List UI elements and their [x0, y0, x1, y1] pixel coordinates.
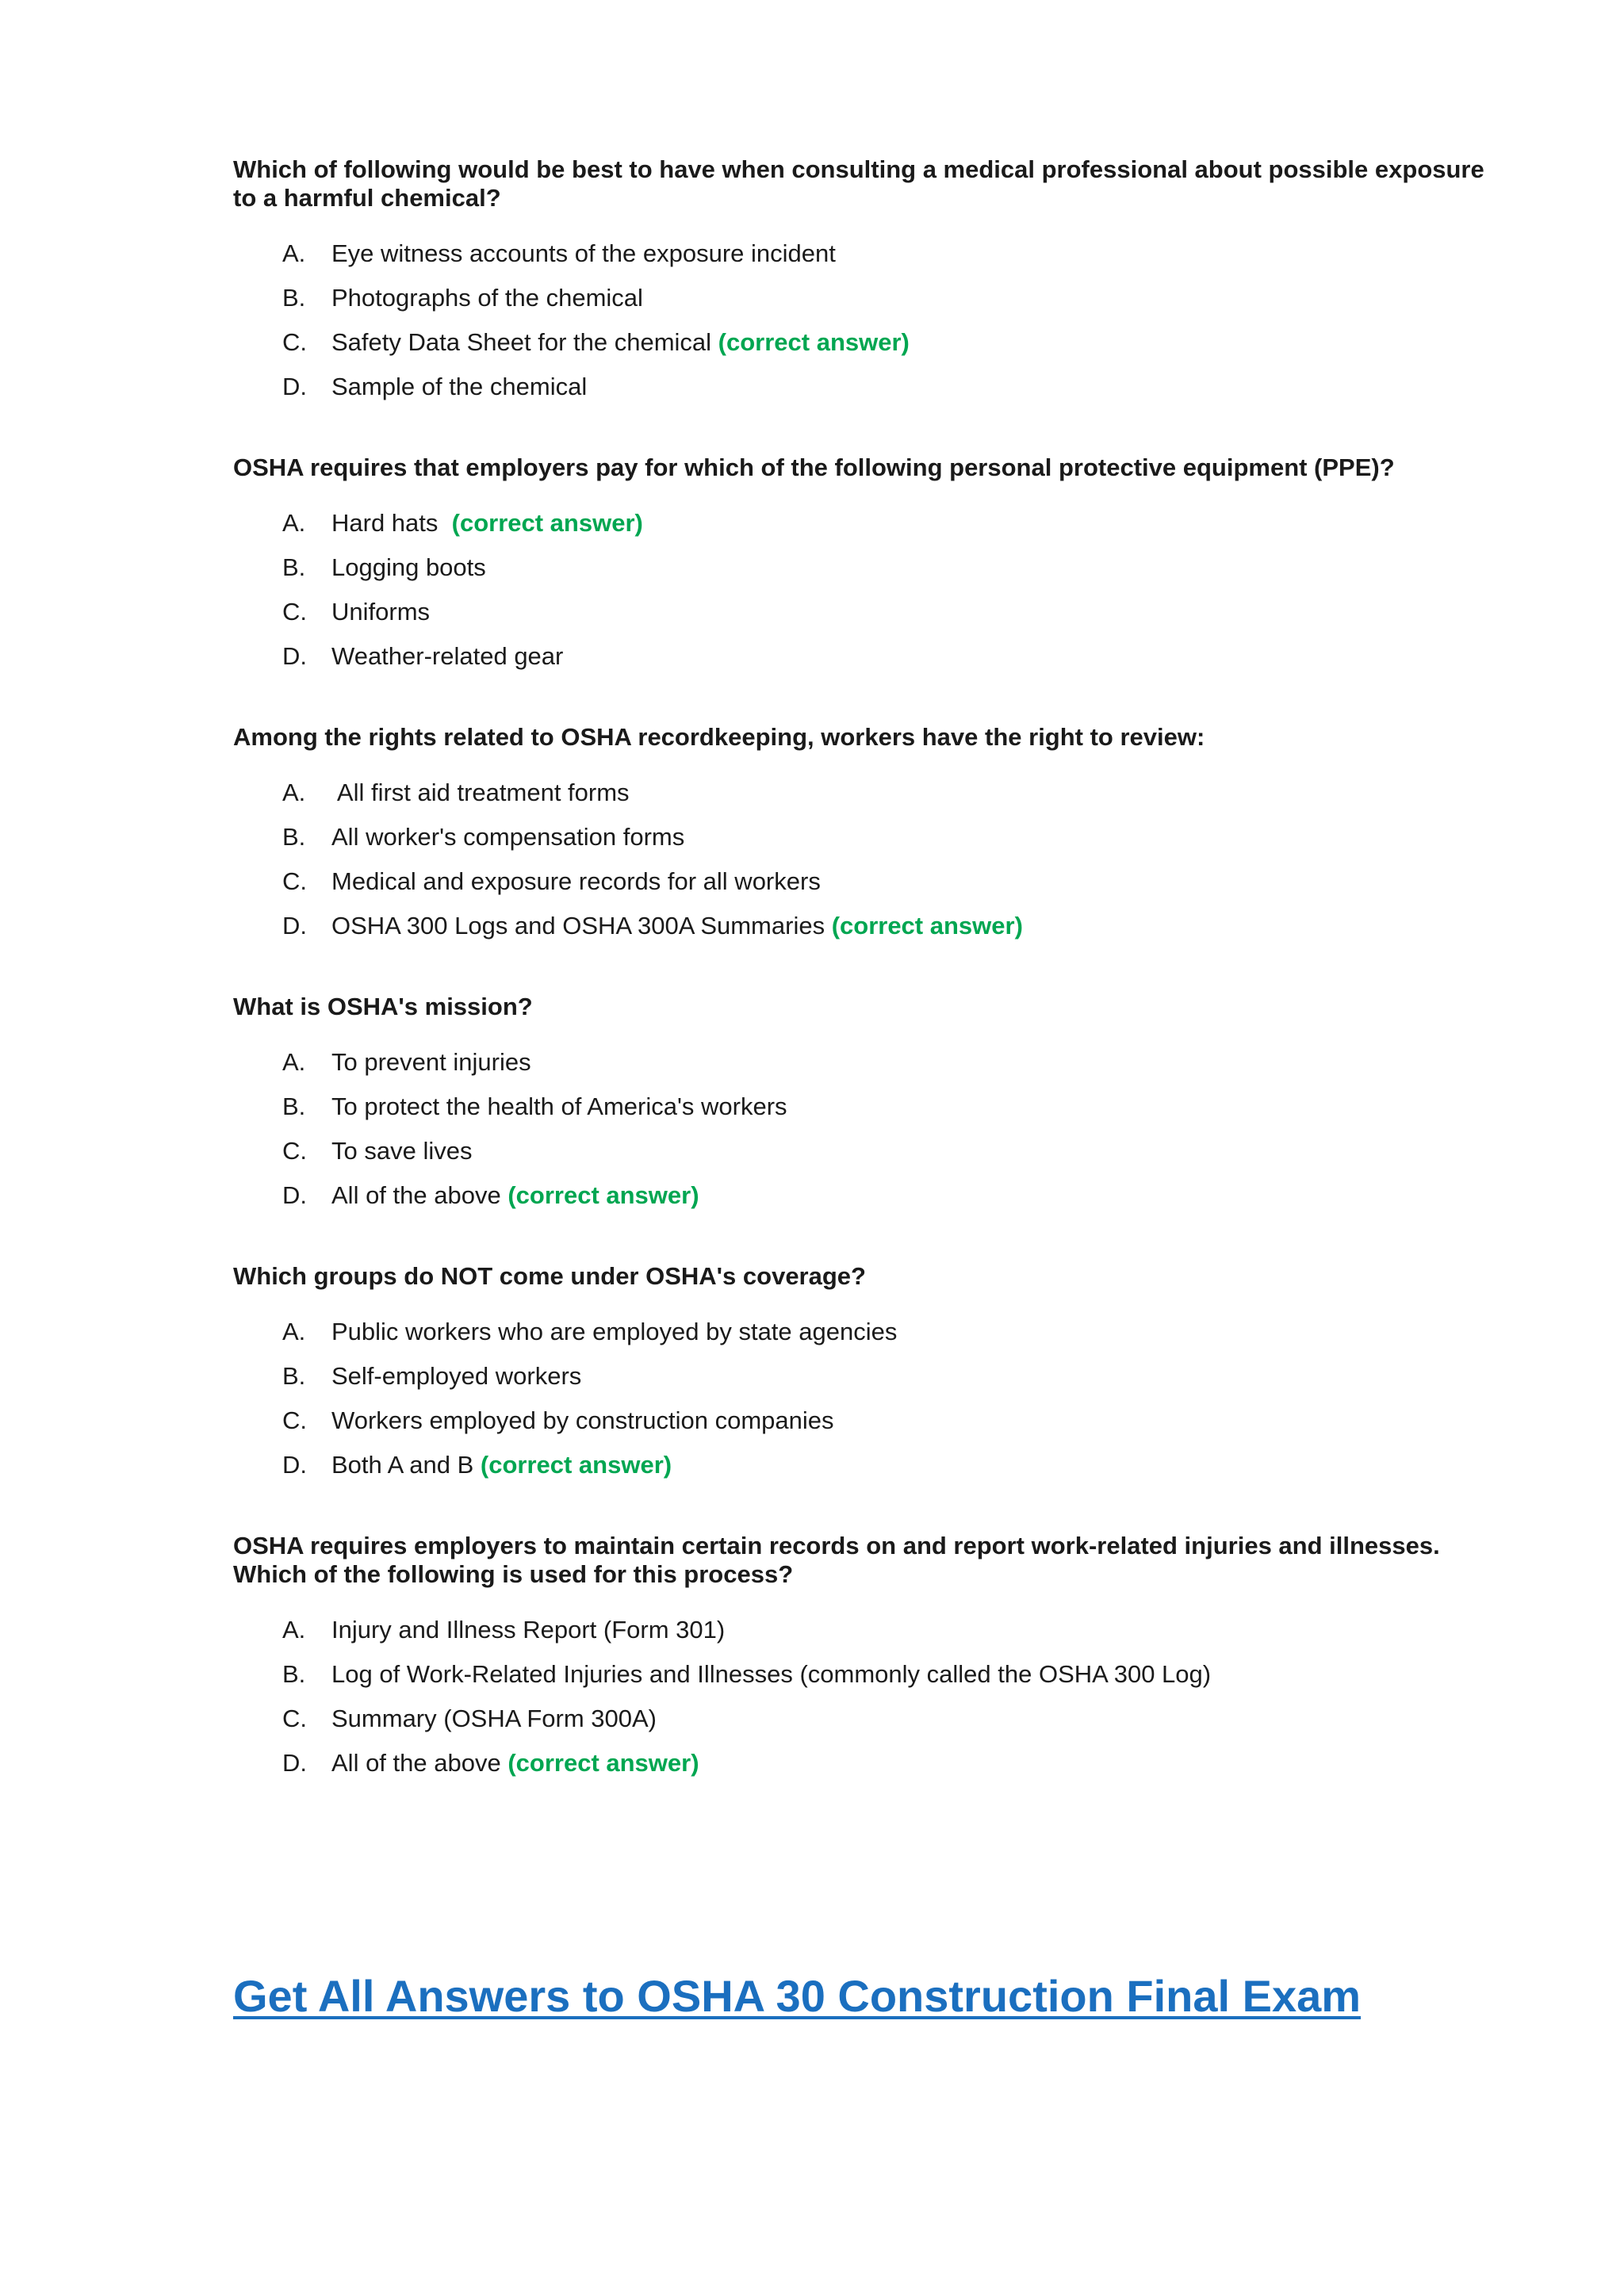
- option-text: Logging boots: [331, 553, 486, 581]
- question-text: OSHA requires that employers pay for which of the following personal protective equipment (PPE)?: [233, 453, 1395, 481]
- option-text: Both A and B: [331, 1451, 481, 1479]
- option-letter: D.: [282, 642, 307, 670]
- option-letter: D.: [282, 1181, 307, 1209]
- option-letter: C.: [282, 1406, 307, 1434]
- option-text: Summary (OSHA Form 300A): [331, 1705, 657, 1732]
- answer-option: [282, 1705, 1502, 1733]
- get-all-answers-link[interactable]: Get All Answers to OSHA 30 Construction Final Exam: [233, 1971, 1362, 2021]
- option-text: Medical and exposure records for all workers: [331, 867, 821, 895]
- option-letter: A.: [282, 239, 306, 267]
- question-text: Which groups do NOT come under OSHA's coverage?: [233, 1262, 866, 1290]
- question-block: [233, 155, 1502, 401]
- option-letter: D.: [282, 373, 307, 400]
- answer-options: [233, 1616, 1502, 1777]
- option-letter: A.: [282, 779, 306, 806]
- option-text: All of the above: [331, 1181, 508, 1209]
- answer-option: [282, 1137, 1502, 1165]
- answer-option: [282, 1181, 1502, 1210]
- option-text: Eye witness accounts of the exposure incident: [331, 239, 836, 267]
- correct-answer-mark: (correct answer): [718, 328, 910, 356]
- answer-option: [282, 823, 1502, 851]
- option-letter: B.: [282, 1660, 306, 1688]
- answer-option: [282, 239, 1502, 268]
- question-block: [233, 1262, 1502, 1479]
- answer-option: [282, 373, 1502, 401]
- answer-option: [282, 1318, 1502, 1346]
- option-letter: C.: [282, 867, 307, 895]
- option-text: To protect the health of America's workers: [331, 1093, 787, 1120]
- answer-option: [282, 553, 1502, 582]
- option-text: Photographs of the chemical: [331, 284, 643, 312]
- option-text: Safety Data Sheet for the chemical: [331, 328, 718, 356]
- question-text: OSHA requires employers to maintain certain records on and report work-related injuries and illnesses. Which of the following is used for this process?: [233, 1532, 1440, 1588]
- answer-options: [233, 509, 1502, 671]
- answer-option: [282, 642, 1502, 671]
- answer-option: [282, 1093, 1502, 1121]
- question-block: [233, 993, 1502, 1210]
- correct-answer-mark: (correct answer): [831, 912, 1023, 939]
- option-text: Public workers who are employed by state agencies: [331, 1318, 898, 1345]
- option-text: Injury and Illness Report (Form 301): [331, 1616, 726, 1644]
- question-block: [233, 1532, 1502, 1777]
- answer-option: [282, 1749, 1502, 1777]
- option-letter: B.: [282, 1362, 306, 1390]
- option-letter: B.: [282, 553, 306, 581]
- option-text: All first aid treatment forms: [331, 779, 630, 806]
- option-text: Log of Work-Related Injuries and Illnesses (commonly called the OSHA 300 Log): [331, 1660, 1212, 1688]
- option-text: Hard hats: [331, 509, 452, 537]
- question-text: Among the rights related to OSHA recordkeeping, workers have the right to review:: [233, 723, 1205, 751]
- answer-option: [282, 598, 1502, 626]
- quiz-document: [233, 155, 1502, 1777]
- option-letter: B.: [282, 1093, 306, 1120]
- option-text: OSHA 300 Logs and OSHA 300A Summaries: [331, 912, 832, 939]
- option-text: All of the above: [331, 1749, 508, 1777]
- option-letter: D.: [282, 1749, 307, 1777]
- question-block: [233, 453, 1502, 671]
- question-block: [233, 723, 1502, 940]
- answer-option: [282, 328, 1502, 357]
- correct-answer-mark: (correct answer): [480, 1451, 672, 1479]
- option-letter: D.: [282, 1451, 307, 1479]
- option-letter: C.: [282, 1137, 307, 1165]
- option-letter: B.: [282, 823, 306, 851]
- option-letter: C.: [282, 598, 307, 626]
- answer-option: [282, 284, 1502, 312]
- correct-answer-mark: (correct answer): [508, 1749, 699, 1777]
- option-letter: A.: [282, 1048, 306, 1076]
- option-text: Sample of the chemical: [331, 373, 588, 400]
- option-text: Uniforms: [331, 598, 431, 626]
- answer-option: [282, 1362, 1502, 1391]
- answer-option: [282, 1616, 1502, 1644]
- option-letter: D.: [282, 912, 307, 939]
- answer-option: [282, 912, 1502, 940]
- option-letter: A.: [282, 509, 306, 537]
- answer-option: [282, 1406, 1502, 1435]
- answer-options: [233, 1048, 1502, 1210]
- answer-option: [282, 779, 1502, 807]
- answer-options: [233, 239, 1502, 401]
- answer-options: [233, 779, 1502, 940]
- answer-options: [233, 1318, 1502, 1479]
- answer-option: [282, 1048, 1502, 1077]
- option-letter: C.: [282, 328, 307, 356]
- correct-answer-mark: (correct answer): [451, 509, 643, 537]
- correct-answer-mark: (correct answer): [508, 1181, 699, 1209]
- answer-option: [282, 1660, 1502, 1689]
- option-text: To save lives: [331, 1137, 473, 1165]
- option-text: Self-employed workers: [331, 1362, 582, 1390]
- option-text: To prevent injuries: [331, 1048, 531, 1076]
- question-text: What is OSHA's mission?: [233, 993, 533, 1020]
- answer-option: [282, 867, 1502, 896]
- option-text: Weather-related gear: [331, 642, 564, 670]
- answer-option: [282, 1451, 1502, 1479]
- answer-option: [282, 509, 1502, 538]
- option-letter: B.: [282, 284, 306, 312]
- option-letter: A.: [282, 1318, 306, 1345]
- option-text: Workers employed by construction companies: [331, 1406, 834, 1434]
- question-text: Which of following would be best to have when consulting a medical professional about possible exposure to a harmful chemical?: [233, 155, 1484, 212]
- option-letter: C.: [282, 1705, 307, 1732]
- option-letter: A.: [282, 1616, 306, 1644]
- option-text: All worker's compensation forms: [331, 823, 685, 851]
